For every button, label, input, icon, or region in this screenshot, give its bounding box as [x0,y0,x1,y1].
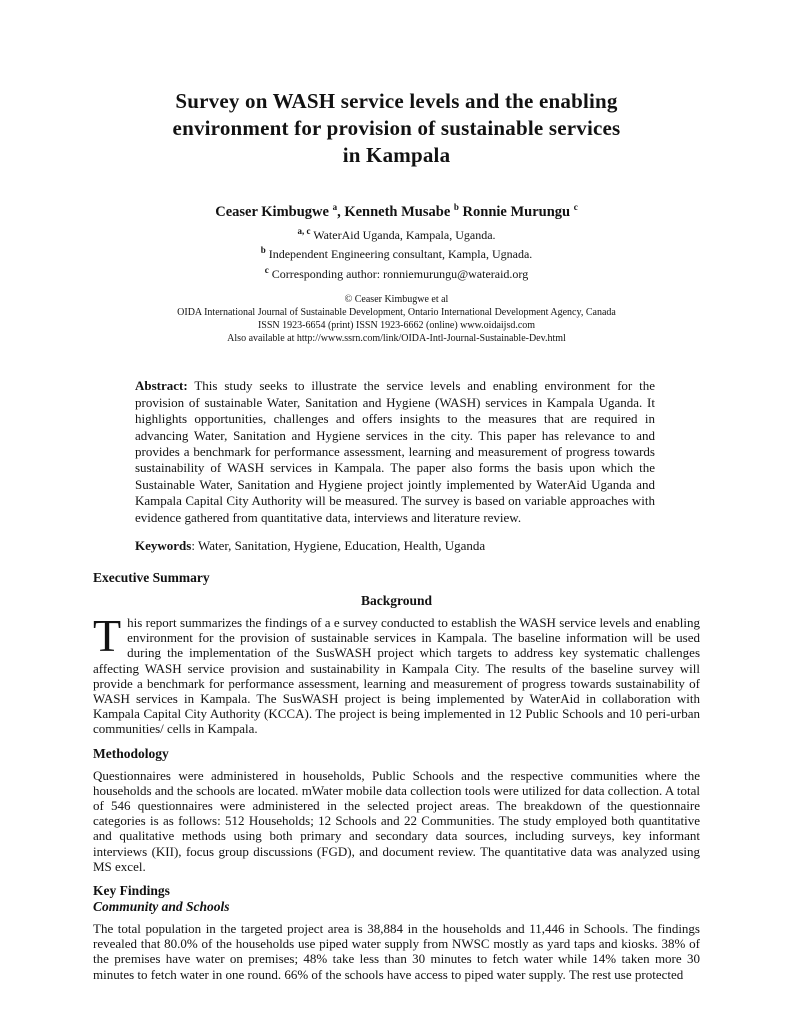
author-superscript-3: c [573,202,578,212]
affiliation-superscript-1: a, c [297,225,311,236]
methodology-paragraph: Questionnaires were administered in households, Public Schools and the respective communities where the households and the schools are located. mWater mobile data collection tools were utilized for data collection. A total of 546 questionnaires were administered in the selected project areas. The breakdown of the questionnaire categories is as follows: 512 Households; 12 Schools and 22 Communities. The study employed both quantitative and qualitative methods using both primary and secondary data sources, including surveys, key informant interviews (KII), focus group discussions (FGD), and document review. The quantitative data was analyzed using MS excel. [93,767,700,874]
paper-title [93,88,700,169]
author-name-2: Kenneth Musabe [344,203,454,220]
abstract-label: Abstract: [135,378,188,394]
paper-title-line-1: Survey on WASH service levels and the enabling [175,89,618,113]
affiliation-superscript-3: c [264,264,269,275]
author-name-1: Ceaser Kimbugwe [215,203,333,220]
author-superscript-1: a [332,202,338,212]
author-superscript-2: b [453,202,459,212]
background-text: his report summarizes the findings of a e survey conducted to establish the WASH service levels and enabling environment for the provision of sustainable services in Kampala. The baseline information will be used during the implementation of the SusWASH project which targets to address key systematic challenges affecting WASH service provision and sustainability in Kampala City. The results of the baseline survey will provide a benchmark for performance assessment, learning and measurement of progress towards sustainability of WASH services in Kampala. The SusWASH project is being implemented by WaterAid in collaboration with Kampala Capital City Authority (KCCA). The project is being implemented in 12 Public Schools and 10 peri-urban communities/ cells in Kampala. [93,614,700,737]
affiliation-text-2: Independent Engineering consultant, Kampla, Ugnada. [265,247,533,262]
affiliation-text-1: WaterAid Uganda, Kampala, Uganda. [310,227,496,242]
journal-name-line: OIDA International Journal of Sustainable Development, Ontario International Development Agency, Canada [177,307,616,319]
affiliations-block [93,224,700,283]
methodology-heading: Methodology [93,745,169,761]
affiliation-wateraid [93,224,700,244]
executive-summary-heading: Executive Summary [93,569,210,585]
journal-imprint-block [93,293,700,345]
keywords-text: : Water, Sanitation, Hygiene, Education, Health, Uganda [191,537,486,553]
keywords-label: Keywords [135,537,192,553]
availability-line: Also available at http://www.ssrn.com/link/OIDA-Intl-Journal-Sustainable-Dev.html [227,333,566,345]
keywords-line [135,538,655,554]
affiliation-superscript-2: b [260,245,266,256]
affiliation-text-3: Corresponding author: ronniemurungu@wateraid.org [268,266,529,281]
abstract-paragraph [135,378,655,526]
key-findings-heading: Key Findings [93,883,170,899]
background-heading: Background [360,592,433,608]
dropcap-letter: T [93,609,122,661]
paper-title-line-3: in Kampala [342,143,451,167]
author-separator-1: , [337,203,345,220]
affiliation-corresponding-author [93,263,700,283]
authors-line [93,198,700,221]
community-and-schools-heading: Community and Schools [93,899,230,915]
author-name-3: Ronnie Murungu [462,203,574,220]
copyright-line: © Ceaser Kimbugwe et al [344,294,449,306]
affiliation-consultant [93,243,700,263]
abstract-text: This study seeks to illustrate the service levels and enabling environment for the provision of sustainable Water, Sanitation and Hygiene (WASH) services in Kampala Uganda. It highlights opportunities, challenges and offers insights to the measures that are required in advancing Water, Sanitation and Hygiene services in the city. This paper has relevance to and provides a benchmark for performance assessment, learning and measurement of progress towards sustainability of WASH services in Kampala. The paper also forms the basis upon which the Sustainable Water, Sanitation and Hygiene project jointly implemented by WaterAid Uganda and Kampala Capital City Authority will be measured. The survey is based on variable approaches with evidence gathered from quantitative data, interviews and literature review. [135,378,655,525]
paper-title-line-2: environment for provision of sustainable services [172,116,621,140]
issn-line: ISSN 1923-6654 (print) ISSN 1923-6662 (online) www.oidaijsd.com [257,320,536,332]
background-paragraph [93,609,700,737]
community-and-schools-paragraph: The total population in the targeted project area is 38,884 in the households and 11,446 in Schools. The findings revealed that 80.0% of the households use piped water supply from NWSC mostly as yard taps and kiosks. 38% of the premises have water on premises; 48% take less than 30 minutes to fetch water while 14% taken more 30 minutes to fetch water in one round. 66% of the schools have access to piped water supply. The rest use protected [93,921,700,982]
